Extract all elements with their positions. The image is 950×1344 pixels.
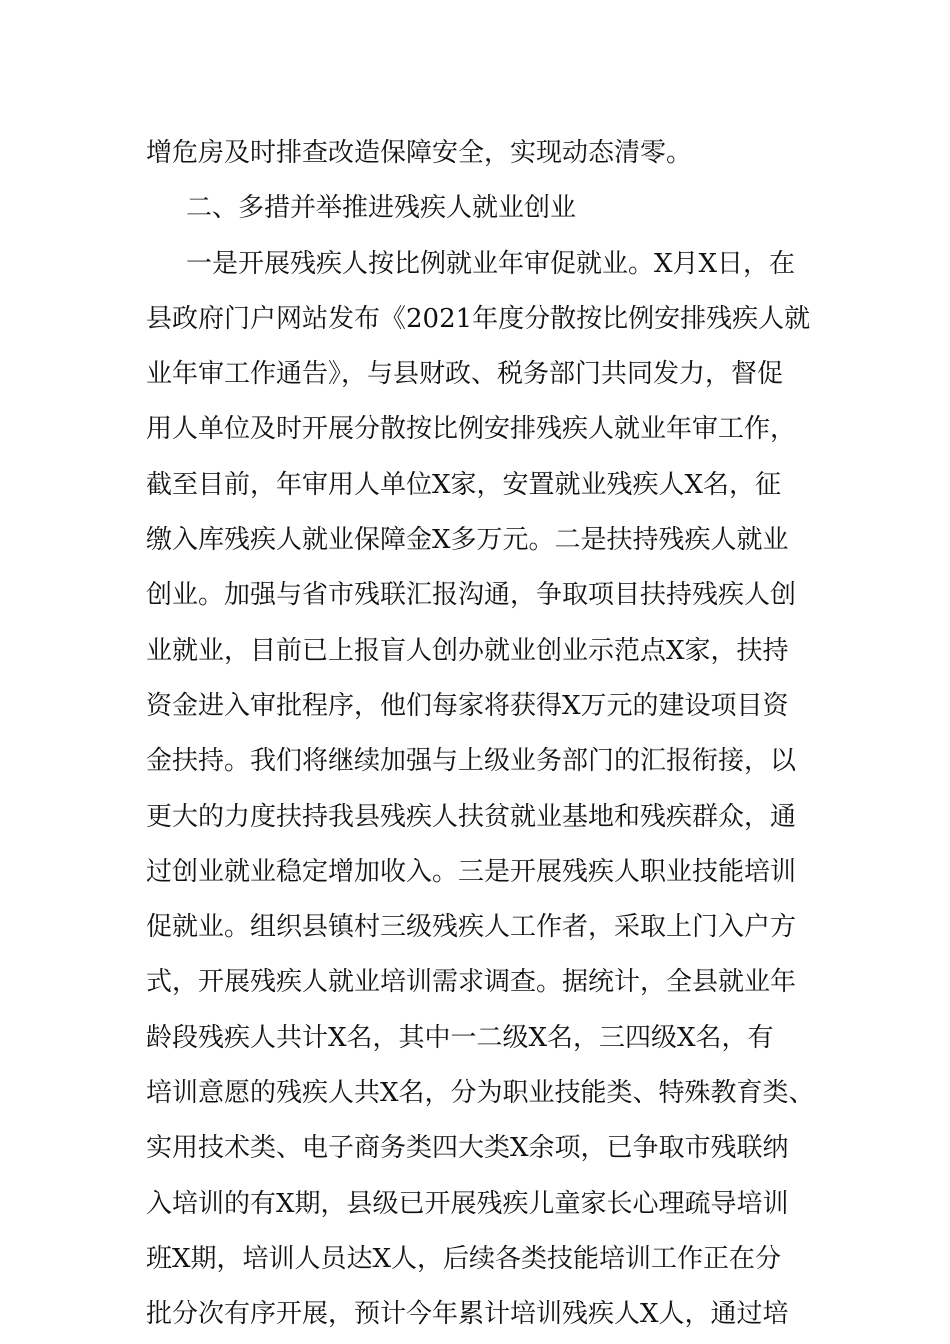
paragraph-line: 班X期，培训人员达X人，后续各类技能培训工作正在分 (146, 1243, 782, 1274)
paragraph-line: 截至目前，年审用人单位X家，安置就业残疾人X名，征 (146, 469, 782, 500)
paragraph-line: 更大的力度扶持我县残疾人扶贫就业基地和残疾群众，通 (146, 801, 797, 832)
paragraph-line: 实用技术类、电子商务类四大类X余项，已争取市残联纳 (146, 1133, 789, 1164)
paragraph-line: 金扶持。我们将继续加强与上级业务部门的汇报衔接，以 (146, 746, 797, 777)
paragraph-first-line: 一是开展残疾人按比例就业年审促就业。X月X日，在 (186, 248, 796, 279)
paragraph-line: 式，开展残疾人就业培训需求调查。据统计，全县就业年 (146, 967, 797, 998)
paragraph-line: 龄段残疾人共计X名，其中一二级X名，三四级X名，有 (146, 1022, 774, 1053)
paragraph-line: 创业。加强与省市残联汇报沟通，争取项目扶持残疾人创 (146, 580, 797, 611)
paragraph-line: 批分次有序开展，预计今年累计培训残疾人X人，通过培 (146, 1299, 789, 1330)
paragraph-line: 缴入库残疾人就业保障金X多万元。二是扶持残疾人就业 (146, 525, 789, 556)
paragraph-line: 县政府门户网站发布《2021年度分散按比例安排残疾人就 (146, 303, 811, 334)
paragraph-line: 培训意愿的残疾人共X名，分为职业技能类、特殊教育类、 (146, 1078, 815, 1109)
paragraph-line: 用人单位及时开展分散按比例安排残疾人就业年审工作， (146, 414, 797, 445)
paragraph-line: 资金进入审批程序，他们每家将获得X万元的建设项目资 (146, 690, 789, 721)
document-body (146, 126, 846, 1343)
paragraph-line: 业就业，目前已上报盲人创办就业创业示范点X家，扶持 (146, 635, 789, 666)
paragraph-continuation-line: 增危房及时排查改造保障安全，实现动态清零。 (146, 138, 693, 168)
paragraph-line: 入培训的有X期，县级已开展残疾儿童家长心理疏导培训 (146, 1188, 789, 1219)
paragraph-line: 过创业就业稳定增加收入。三是开展残疾人职业技能培训 (146, 856, 797, 887)
paragraph-line: 业年审工作通告》，与县财政、税务部门共同发力，督促 (146, 359, 784, 390)
section-heading: 二、多措并举推进残疾人就业创业 (186, 193, 577, 224)
paragraph-line: 促就业。组织县镇村三级残疾人工作者，采取上门入户方 (146, 912, 797, 943)
